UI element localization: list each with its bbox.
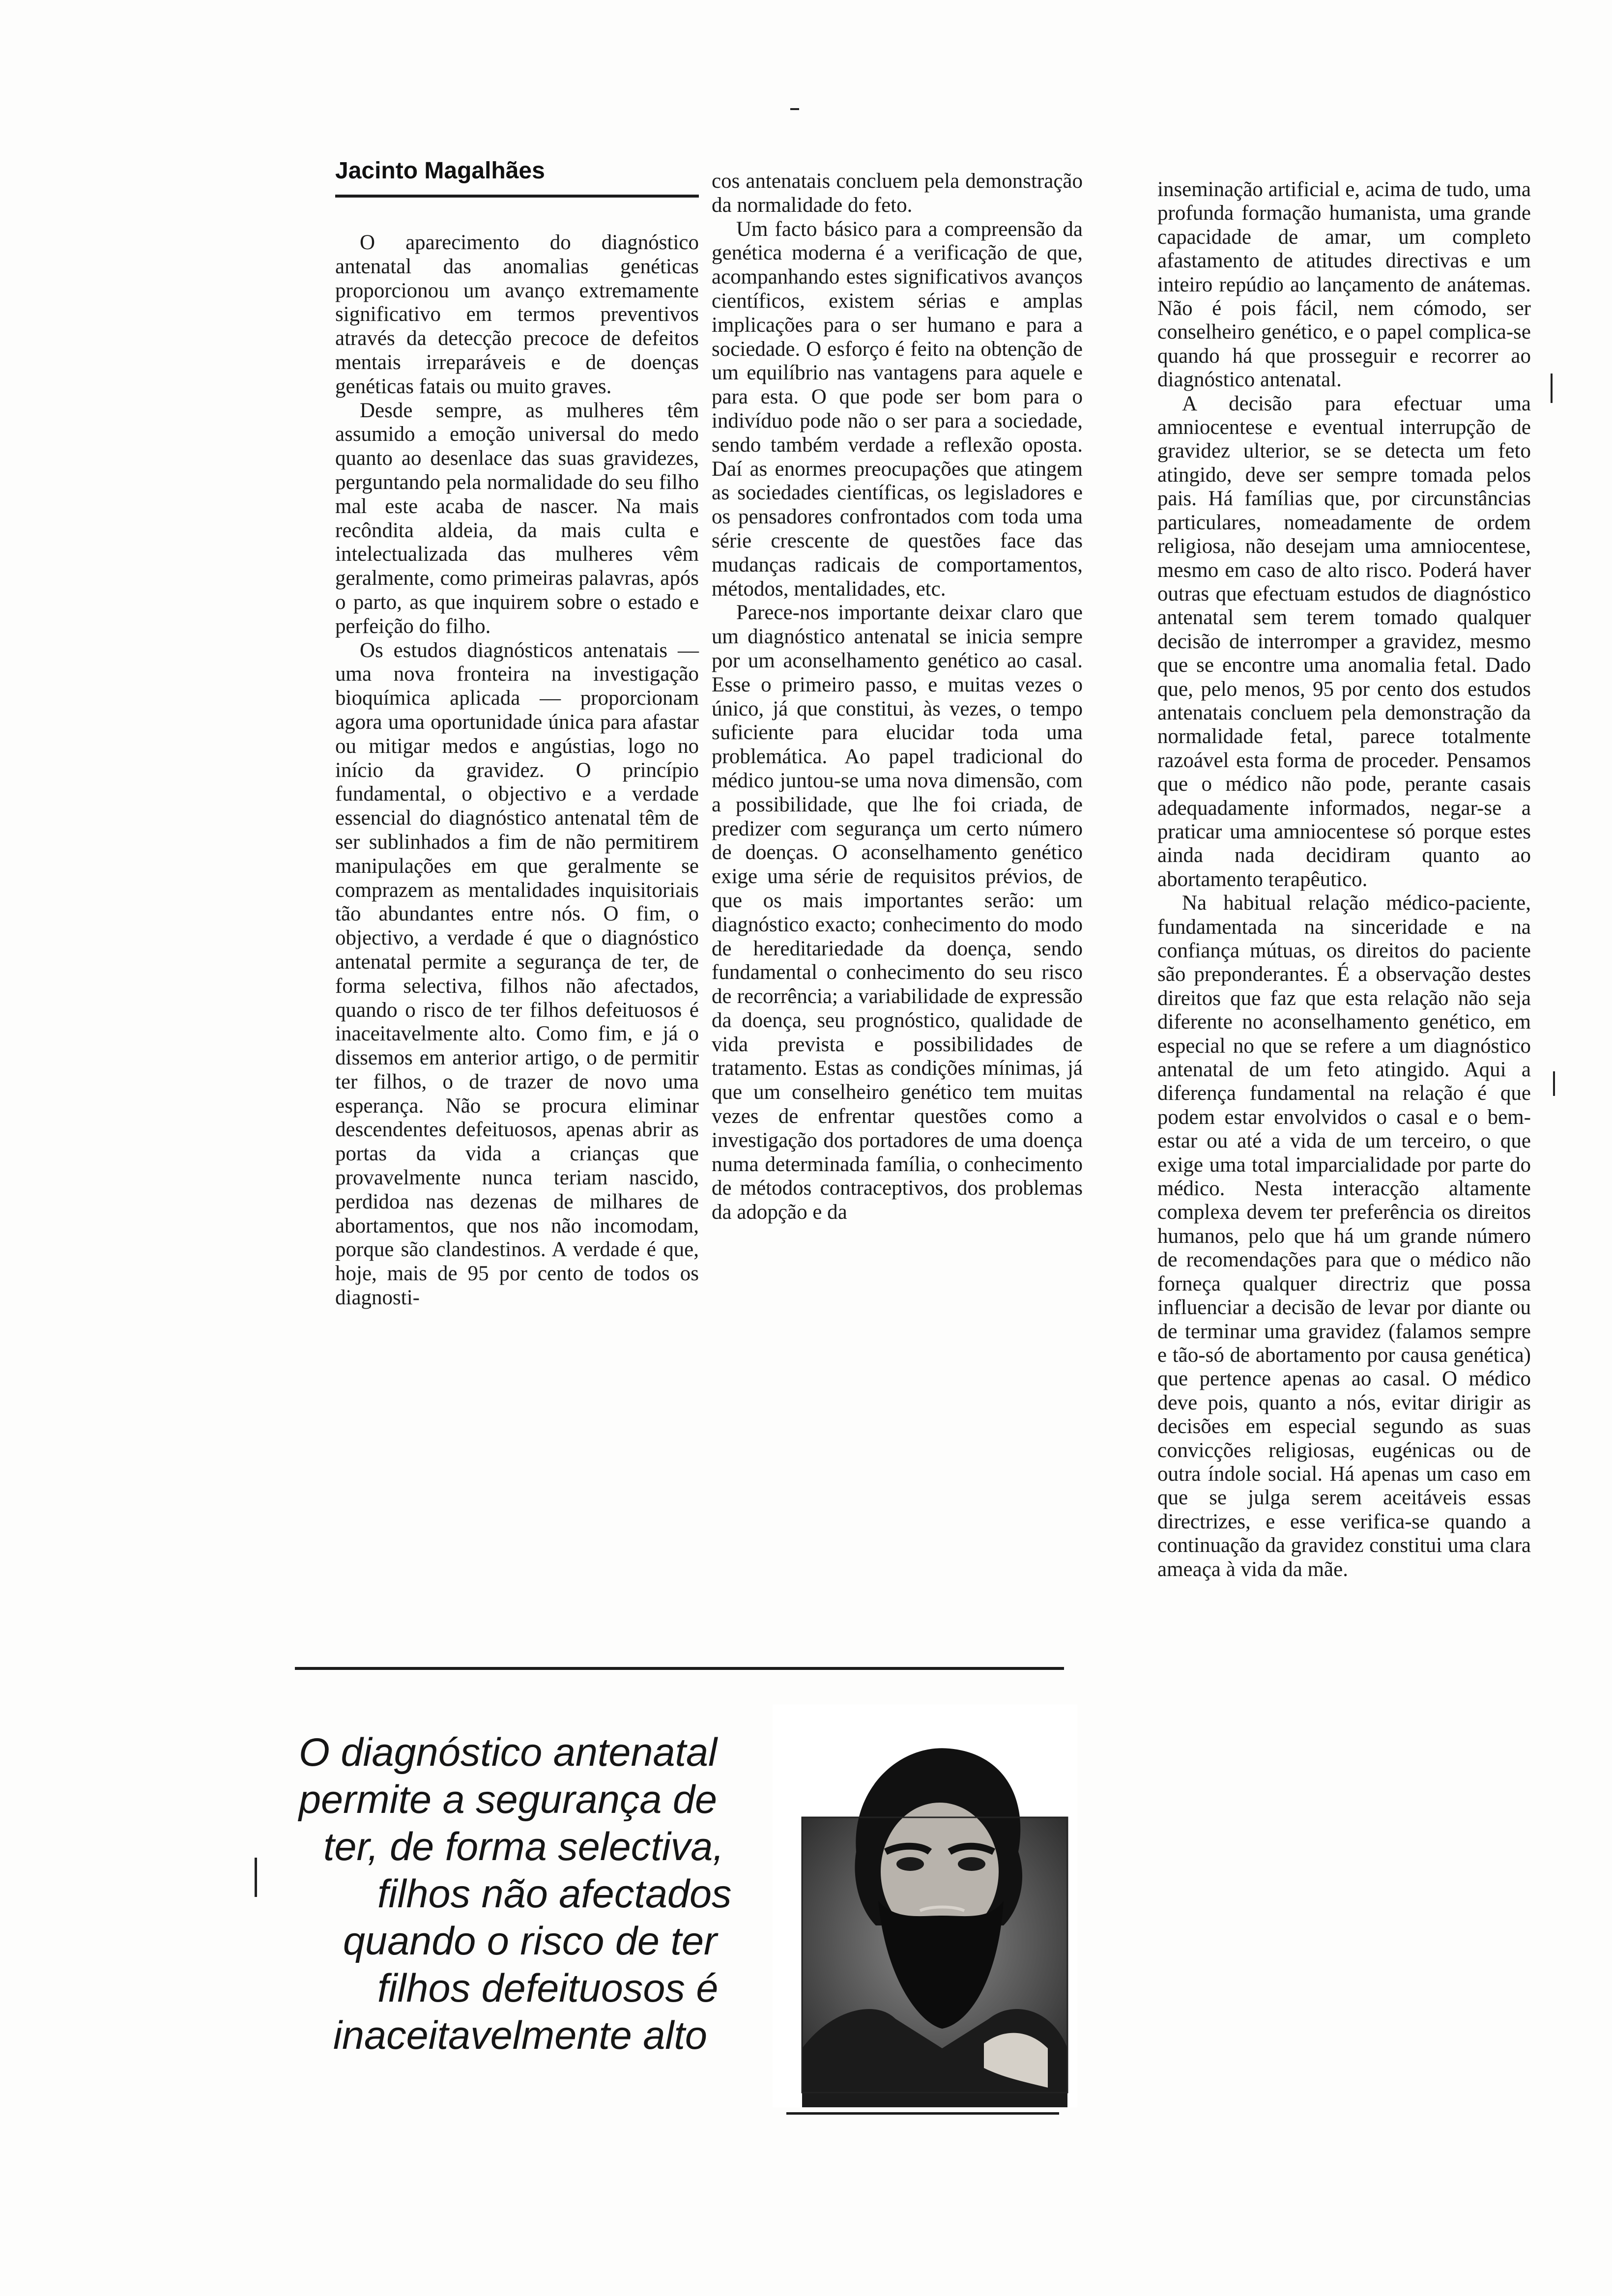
column-3-paragraph: inseminação artificial e, acima de tudo, uma profunda formação humanista, uma grande capacidade de amar, um completo afastamento de atitudes directivas e um inteiro repúdio ao lançamento de anátemas. Não é pois fácil, nem cómodo, ser conselheiro genético, e o papel complica-se quando há que prosseguir e recorrer ao diagnóstico antenatal. <box>1157 178 1531 392</box>
pull-quote-line: ter, de forma selectiva, <box>323 1825 724 1869</box>
article-column-3 <box>1157 178 1531 1581</box>
byline-rule <box>335 195 699 198</box>
pull-quote <box>294 1729 766 2059</box>
column-3-paragraph: Na habitual relação médico-paciente, fundamentada na sinceridade e na confiança mútuas, os direitos do paciente são preponderantes. É a observação destes direitos que faz que esta relação não seja diferente no aconselhamento genético, em especial no que se refere a um diagnóstico antenatal de um feto atingido. Aqui a diferença fundamental na relação é que podem estar envolvidos o casal e o bem-estar ou até a vida de um terceiro, o que exige uma total imparcialidade por parte do médico. Nesta interacção altamente complexa devem ter preferência os direitos humanos, pelo que há um grande número de recomendações para que o médico não forneça qualquer directriz que possa influenciar a decisão de levar por diante ou de terminar uma gravidez (falamos sempre e tão-só de abortamento por causa genética) que pertence apenas ao casal. O médico deve pois, quanto a nós, evitar dirigir as decisões em especial segundo as suas convicções religiosas, eugénicas ou de outra índole social. Há apenas um caso em que se julga serem aceitáveis essas directrizes, e esse verifica-se quando a continuação da gravidez constitui uma clara ameaça à vida da mãe. <box>1157 891 1531 1581</box>
margin-mark <box>790 108 799 110</box>
column-2-paragraph: Um facto básico para a compreensão da genética moderna é a verificação de que, acompanhando estes significativos avanços científicos, existem sérias e amplas implicações para o ser humano e para a sociedade. O esforço é feito na obtenção de um equilíbrio nas vantagens para aquele e para esta. O que pode ser bom para o indivíduo pode não o ser para a sociedade, sendo também verdade a reflexão oposta. Daí as enormes preocupações que atingem as sociedades científicas, os legisladores e os pensadores confrontados com toda uma série crescente de questões face das mudanças radicais de comportamentos, métodos, mentalidades, etc. <box>712 217 1083 601</box>
column-2-paragraph: cos antenatais concluem pela demonstração da normalidade do feto. <box>712 170 1083 217</box>
pull-quote-line: inaceitavelmente alto <box>333 2013 707 2058</box>
pull-quote-bottom-rule <box>786 2112 1059 2115</box>
article-column-2 <box>712 170 1083 1225</box>
author-byline: Jacinto Magalhães <box>335 158 545 184</box>
article-column-1 <box>335 231 699 1310</box>
margin-mark <box>1551 373 1553 403</box>
pull-quote-top-rule <box>295 1667 1064 1670</box>
margin-mark <box>1553 1071 1555 1096</box>
pull-quote-line: permite a segurança de <box>299 1778 718 1822</box>
column-1-paragraph: Desde sempre, as mulheres têm assumido a emoção universal do medo quanto ao desenlace das suas gravidezes, perguntando pela normalidade do seu filho mal este acaba de nascer. Na mais recôndita aldeia, da mais culta e intelectualizada das mulheres vêm geralmente, como primeiras palavras, após o parto, as que inquirem sobre o estado e perfeição do filho. <box>335 399 699 638</box>
author-portrait-image <box>773 1704 1077 2107</box>
margin-mark <box>255 1858 257 1897</box>
column-3-paragraph: A decisão para efectuar uma amniocentese e eventual interrupção de gravidez ulterior, se se detecta um feto atingido, deve ser sempre tomada pelos pais. Há famílias que, por circunstâncias particulares, nomeadamente de ordem religiosa, não desejam uma amniocentese, mesmo em caso de alto risco. Poderá haver outras que efectuam estudos de diagnóstico antenatal sem terem tomado qualquer decisão de interromper a gravidez, mesmo que se encontre uma anomalia fetal. Dado que, pelo menos, 95 por cento dos estudos antenatais concluem pela demonstração da normalidade fetal, parece totalmente razoável esta forma de proceder. Pensamos que o médico não pode, perante casais adequadamente informados, negar-se a praticar uma amniocentese só porque estes ainda nada decidiram quanto ao abortamento terapêutico. <box>1157 392 1531 891</box>
pull-quote-line: quando o risco de ter <box>343 1919 717 1963</box>
pull-quote-line: filhos defeituosos é <box>377 1966 719 2010</box>
pull-quote-line: filhos não afectados <box>377 1872 732 1916</box>
column-1-paragraph: Os estudos diagnósticos antenatais — uma nova fronteira na investigação bioquímica aplicada — proporcionam agora uma oportunidade única para afastar ou mitigar medos e angústias, logo no início da gravidez. O princípio fundamental, o objectivo e a verdade essencial do diagnóstico antenatal têm de ser sublinhados a fim de não permitirem manipulações em que geralmente se comprazem as mentalidades inquisitoriais tão abundantes entre nós. O fim, o objectivo, a verdade é que o diagnóstico antenatal permite a segurança de ter, de forma selectiva, filhos não afectados, quando o risco de ter filhos defeituosos é inaceitavelmente alto. Como fim, e já o dissemos em anterior artigo, o de permitir ter filhos, o de trazer de novo uma esperança. Não se procura eliminar descendentes defeituosos, apenas abrir as portas da vida a crianças que provavelmente nunca teriam nascido, perdidoa nas dezenas de milhares de abortamentos, que nos não incomodam, porque são clandestinos. A verdade é que, hoje, mais de 95 por cento de todos os diagnosti- <box>335 638 699 1310</box>
column-1-paragraph: O aparecimento do diagnóstico antenatal das anomalias genéticas proporcionou um avanço extremamente significativo em termos preventivos através da detecção precoce de defeitos mentais irreparáveis e de doenças genéticas fatais ou muito graves. <box>335 231 699 398</box>
column-2-paragraph: Parece-nos importante deixar claro que um diagnóstico antenatal se inicia sempre por um aconselhamento genético ao casal. Esse o primeiro passo, e muitas vezes o único, já que constitui, às vezes, o tempo suficiente para elucidar toda uma problemática. Ao papel tradicional do médico juntou-se uma nova dimensão, com a possibilidade, que lhe foi criada, de predizer com segurança um certo número de doenças. O aconselhamento genético exige uma série de requisitos prévios, de que os mais importantes serão: um diagnóstico exacto; conhecimento do modo de hereditariedade da doença, sendo fundamental o conhecimento do seu risco de recorrência; a variabilidade de expressão da doença, seu prognóstico, qualidade de vida prevista e possibilidades de tratamento. Estas as condições mínimas, já que um conselheiro genético tem muitas vezes de enfrentar questões como a investigação dos portadores de uma doença numa determinada família, o conhecimento de métodos contraceptivos, dos problemas da adopção e da <box>712 601 1083 1224</box>
pull-quote-line: O diagnóstico antenatal <box>299 1730 718 1775</box>
author-photo <box>773 1704 1077 2107</box>
